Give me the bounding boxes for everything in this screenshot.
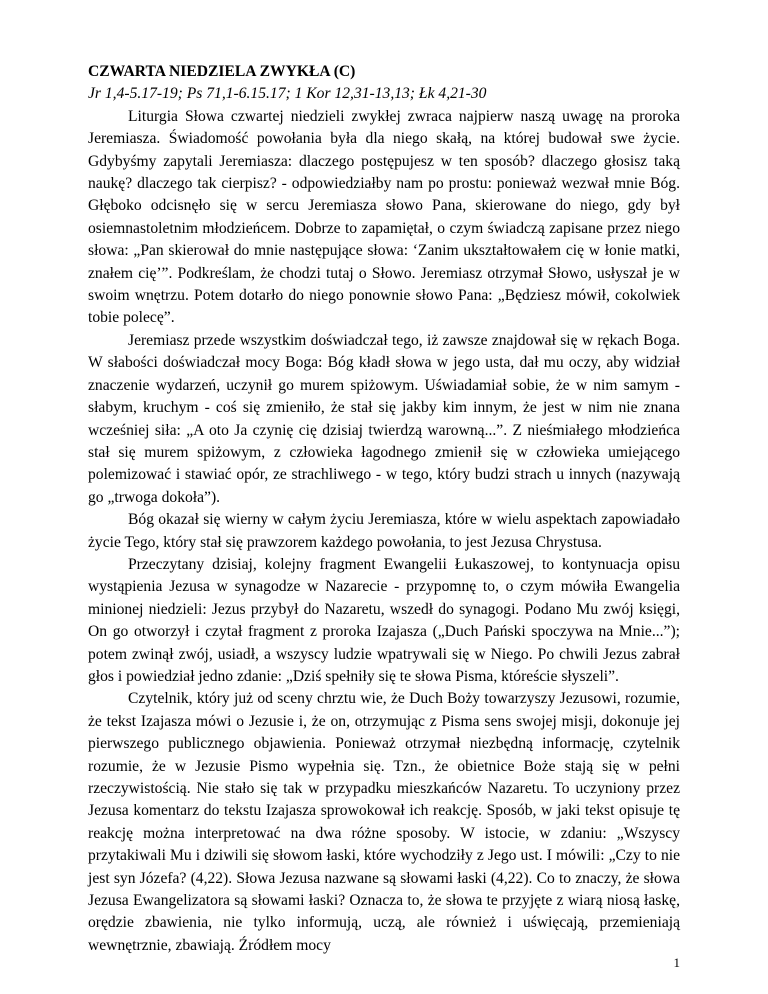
paragraph: Jeremiasz przede wszystkim doświadczał tego, iż zawsze znajdował się w rękach Boga. W słabości doświadczał mocy Boga: Bóg kładł słowa w jego usta, dał mu oczy, aby widział znaczenie wydarzeń, uczynił go murem spiżowym. Uświadamiał sobie, że w nim samym - słabym, kruchym - coś się zmieniło, że stał się jakby kim innym, że jest w nim nie znana wcześniej siła: „A oto Ja czynię cię dzisiaj twierdzą warowną...”. Z nieśmiałego młodzieńca stał się murem spiżowym, z człowieka łagodnego zmienił się w człowieka umiejącego polemizować i stawiać opór, ze strachliwego - w tego, który budzi strach u innych (nazywają go „trwoga dokoła”).: [88, 331, 680, 506]
scripture-references: Jr 1,4-5.17-19; Ps 71,1-6.15.17; 1 Kor 12,31-13,13; Łk 4,21-30: [88, 85, 487, 103]
paragraph: Bóg okazał się wierny w całym życiu Jeremiasza, które w wielu aspektach zapowiadało życie Tego, który stał się prawzorem każdego powołania, to jest Jezusa Chrystusa.: [88, 511, 680, 551]
paragraph: Liturgia Słowa czwartej niedzieli zwykłej zwraca najpierw naszą uwagę na proroka Jeremiasza. Świadomość powołania była dla niego skałą, na której budował swe życie. Gdybyśmy zapytali Jeremiasza: dlaczego postępujesz w ten sposób? dlaczego głosisz taką naukę? dlaczego tak cierpisz? - odpowiedziałby nam po prostu: ponieważ wezwał mnie Bóg. Głęboko odcisnęło się w sercu Jeremiasza słowo Pana, skierowane do niego, gdy był osiemnastoletnim młodzieńcem. Dobrze to zapamiętał, o czym świadczą zapisane przez niego słowa: „Pan skierował do mnie następujące słowa: ‘Zanim ukształtowałem cię w łonie matki, znałem cię’”. Podkreślam, że chodzi tutaj o Słowo. Jeremiasz otrzymał Słowo, usłyszał je w swoim wnętrzu. Potem dotarło do niego ponownie słowo Pana: „Będziesz mówił, cokolwiek tobie polecę”.: [88, 107, 680, 327]
paragraph: Czytelnik, który już od sceny chrztu wie, że Duch Boży towarzyszy Jezusowi, rozumie, że tekst Izajasza mówi o Jezusie i, że on, otrzymując z Pisma sens swojej misji, dokonuje jej pierwszego publicznego objawienia. Ponieważ otrzymał niezbędną informację, czytelnik rozumie, że w Jezusie Pismo wypełnia się. Tzn., że obietnice Boże stają się w pełni rzeczywistością. Nie stało się tak w przypadku mieszkańców Nazaretu. To uczyniony przez Jezusa komentarz do tekstu Izajasza sprowokował ich reakcję. Sposób, w jaki tekst opisuje tę reakcję można interpretować na dwa różne sposoby. W istocie, w zdaniu: „Wszyscy przytakiwali Mu i dziwili się słowom łaski, które wychodziły z Jego ust. I mówili: „Czy to nie jest syn Józefa? (4,22). Słowa Jezusa nazwane są słowami łaski (4,22). Co to znaczy, że słowa Jezusa Ewangelizatora są słowami łaski? Oznacza to, że słowa te przyjęte z wiarą niosą łaskę, orędzie zbawienia, nie tylko informują, uczą, ale również i uświęcają, przemieniają wewnętrznie, zbawiają. Źródłem mocy: [88, 690, 680, 954]
page-number: 1: [673, 955, 680, 970]
document-body: [88, 61, 680, 957]
paragraph: Przeczytany dzisiaj, kolejny fragment Ewangelii Łukaszowej, to kontynuacja opisu wystąpienia Jezusa w synagodze w Nazarecie - przypomnę to, o czym mówiła Ewangelia minionej niedzieli: Jezus przybył do Nazaretu, wszedł do synagogi. Podano Mu zwój księgi, On go otworzył i czytał fragment z proroka Izajasza („Duch Pański spoczywa na Mnie...”); potem zwinął zwój, usiadł, a wszyscy ludzie wpatrywali się w Niego. Po chwili Jezus zabrał głos i powiedział jedno zdanie: „Dziś spełniły się te słowa Pisma, któreście słyszeli”.: [88, 555, 680, 685]
document-title: CZWARTA NIEDZIELA ZWYKŁA (C): [88, 63, 356, 80]
